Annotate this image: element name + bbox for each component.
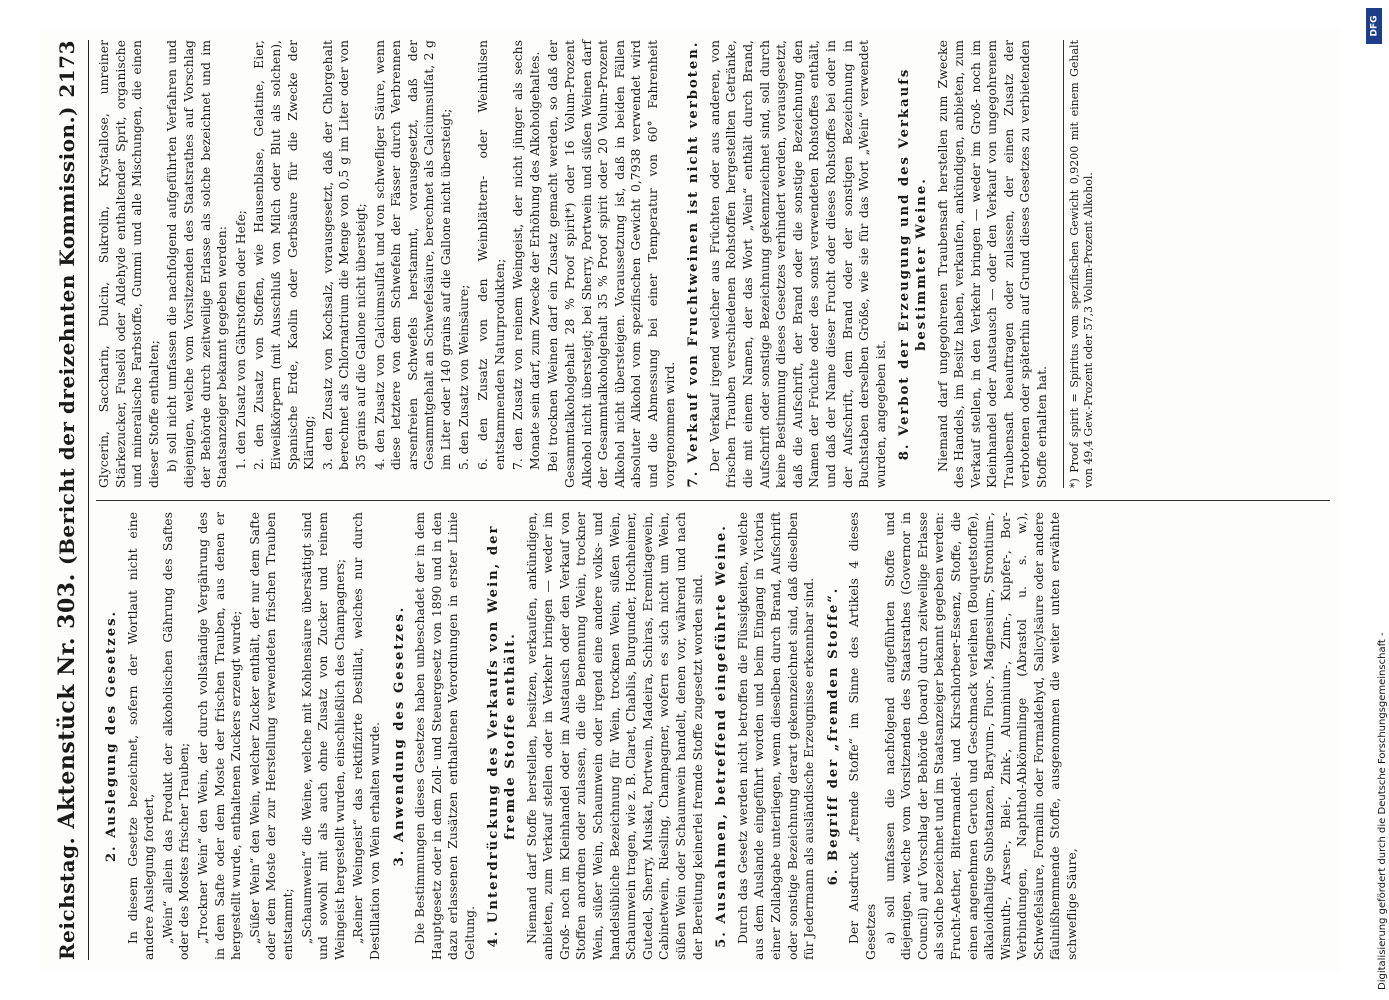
paragraph: Niemand darf ungegohrenen Traubensaft herstellen zum Zwecke des Handels, im Besitz haben, verkaufen, ankündigen, anbieten, zum Verkauf stellen, in den Verkehr bringen — weder im Groß- noch im Kleinhandel oder Austausch — oder den Verkauf von ungegohrenem Traubensaft beauftragen oder zulassen, der einen Zusatz der verbotenen oder späterhin auf Grund dieses Gesetzes zu verbietenden Stoffe erhalten hat. xyxy=(934,40,1050,488)
section-heading: 7. Verkauf von Fruchtweinen ist nicht verboten. xyxy=(686,40,702,488)
dfg-logo xyxy=(1366,8,1382,44)
paragraph: „Trockner Wein“ den Wein, der durch vollständige Vergährung des in dem Safte oder dem Moste der frischen Trauben, aus denen er hergestellt wurde, enthaltenen Zuckers erzeugt wurde; xyxy=(194,512,244,960)
section-heading: 3. Anwendung des Gesetzes. xyxy=(391,605,407,867)
right-column xyxy=(96,40,1330,488)
paragraph: Bei trocknen Weinen darf ein Zusatz gemacht werden, so daß der Gesammtalkoholgehalt 28 % Proof spirit*) oder 16 Volum-Prozent Alkohol nicht übersteigt; bei Sherry, Portwein und süßen Weinen darf der Gesammtalkoholgehalt 35 % Proof spirit oder 20 Volum-Prozent Alkohol nicht übersteigen. Voraussetzung ist, daß in beiden Fällen absoluter Alkohol vom spezifischen Gewicht 0,7938 verwendet wird und die Abmessung bei einer Temperatur von 60° Fahrenheit vorgenommen wird. xyxy=(545,40,677,488)
list-item: 4. den Zusatz von Calciumsulfat und von schwefliger Säure, wenn diese letztere von dem Schwefeln der Fässer durch Verbrennen arsenfreien Schwefels herstammt, vorausgesetzt, daß der Gesammtgehalt an Schwefelsäure, berechnet als Calciumsulfat, 2 g im Liter oder 140 grains auf die Gallone nicht übersteigt; xyxy=(371,40,453,470)
section-heading: 2. Auslegung des Gesetzes. xyxy=(104,609,119,863)
header-left: Reichstag. xyxy=(55,836,79,960)
section-heading: 8. Verbot der Erzeugung und des Verkaufs bestimmter Weine. xyxy=(897,67,929,461)
list-item: 7. den Zusatz von reinem Weingeist, der nicht jünger als sechs Monate sein darf, zum Zwecke der Erhöhung des Alkoholgehaltes. xyxy=(510,40,542,470)
paragraph: a) soll umfassen die nachfolgend aufgeführten Stoffe und diejenigen, welche vom Vorsitzenden des Staatsrathes (Governor in Council) auf Vorschlag der Behörde (board) durch zeitweilige Erlasse als solche bezeichnet und im Staatsanzeiger bekannt gegeben werden: Frucht-Aether, Bittermandel- und Kirschlorbeer-Essenz, Stoffe, die einen angenehmen Geruch und Geschmack verleihen (Bouquetstoffe), alkaloidhaltige Substanzen, Baryum-, Fluor-, Magnesium-, Strontium-, Wismuth-, Arsen-, Blei-, Zink-, Aluminium-, Zinn-, Kupfer-, Bor-Verbindungen, Naphthol-Abkömmlinge (Abrastol u. s. w.), Schwefelsäure, Formalin oder Formaldehyd, Salicylsäure oder andere fäulnißhemmende Stoffe, ausgenommen die weiter unten erwähnte schweflige Säure, xyxy=(881,512,1080,960)
paragraph: b) soll nicht umfassen die nachfolgend aufgeführten Verfahren und diejenigen, welche vom Vorsitzenden des Staatsrathes auf Vorschlag der Behörde durch zeitweilige Erlasse als solche bezeichnet und im Staatsanzeiger bekannt gegeben werden: xyxy=(164,40,230,488)
list-item: 2. den Zusatz von Stoffen, wie Hausenblase, Gelatine, Eier, Eiweißkörpern (mit Ausschluß von Milch oder Blut als solchen), Spanische Erde, Kaolin oder Gerbsäure für die Zwecke der Klärung; xyxy=(251,40,317,470)
section-heading: 5. Ausnahmen, betreffend eingeführte Weine. xyxy=(714,524,730,948)
paragraph: Der Ausdruck „fremde Stoffe“ im Sinne des Artikels 4 dieses Gesetzes xyxy=(846,512,878,960)
header-rule xyxy=(88,40,89,960)
dfg-logo-text: DFG xyxy=(1369,15,1380,37)
paragraph: „Wein“ allein das Produkt der alkoholischen Gährung des Saftes oder des Mostes frischer Trauben; xyxy=(159,512,192,960)
paragraph: „Süßer Wein“ den Wein, welcher Zucker enthält, der nur dem Safte oder dem Moste der zur Herstellung verwendeten frischen Trauben entstammt; xyxy=(246,512,295,960)
footnote-text: *) Proof spirit = Spiritus vom spezifischen Gewicht 0,9200 mit einem Gehalt von 49,4 Gew.-Prozent oder 57,3 Volum-Prozent Alkohol. xyxy=(1067,40,1095,488)
section-heading: 6. Begriff der „fremden Stoffe“. xyxy=(825,586,841,886)
header-document-number: Aktenstück Nr. 303. xyxy=(54,573,80,829)
paragraph: „Schaumwein“ die Weine, welche mit Kohlensäure übersättigt sind und sowohl mit als auch ohne Zusatz von Zucker und reinem Weingeist hergestellt wurden, einschließlich des Champagners; xyxy=(298,512,347,960)
digitization-note xyxy=(1375,30,1389,990)
list-item: 6. den Zusatz von den Weinblättern- oder Weinhülsen entstammenden Naturprodukten; xyxy=(475,40,507,470)
column-divider xyxy=(96,500,1330,501)
paragraph: „Reiner Weingeist“ das rektifizirte Destillat, welches nur durch Destillation von Wein erhalten wurde. xyxy=(350,512,382,960)
list-item: 5. den Zusatz von Weinsäure; xyxy=(456,284,472,470)
page-header xyxy=(50,40,84,960)
paragraph: Der Verkauf irgend welcher aus Früchten oder aus anderen, von frischen Trauben verschiedenen Rohstoffen hergestellten Getränke, die mit einem Namen, der das Wort „Wein“ enthält durch Brand, Aufschrift oder sonstige Bezeichnung gekennzeichnet sind, soll durch keine Bestimmung dieses Gesetzes verhindert werden, vorausgesetzt, daß die Aufschrift, der Brand oder die sonstige Bezeichnung den Namen der Früchte oder des sonst verwendeten Rohstoffes enthält, und daß der Name dieser Frucht oder dieses Rohstoffes bei oder in der Aufschrift, dem Brand oder der sonstigen Bezeichnung in Buchstaben derselben Größe, wie sie für das Wort „Wein“ verwendet wurden, angegeben ist. xyxy=(706,40,888,488)
paragraph: Die Bestimmungen dieses Gesetzes haben unbeschadet der in dem Hauptgesetz oder in dem Zoll- und Steuergesetz von 1890 und in den dazu erlassenen Zusätzen enthaltenen Verordnungen in erster Linie Geltung. xyxy=(412,512,477,960)
paragraph: Durch das Gesetz werden nicht betroffen die Flüssigkeiten, welche aus dem Auslande eingeführt worden und beim Eingang in Victoria einer Zollabgabe unterliegen, wenn dieselben durch Brand, Aufschrift oder sonstige Bezeichnung derart gekennzeichnet sind, daß dieselben für Jedermann als ausländische Erzeugnisse erkennbar sind. xyxy=(734,512,817,960)
page-number: 2173 xyxy=(55,40,79,98)
left-column xyxy=(96,512,1330,960)
newspaper-page xyxy=(40,30,1340,970)
digitization-text: Digitalisierung gefördert durch die Deutsche Forschungsgemeinschaft - xyxy=(1376,632,1388,990)
footnote xyxy=(1063,40,1096,488)
paragraph: Glycerin, Saccharin, Dulcin, Sukrolin, Krystallose, unreiner Stärkezucker, Fuselöl oder Aldehyde enthaltender Sprit, organische und mineralische Farbstoffe, Gummi und alle Mischungen, die einen dieser Stoffe enthalten; xyxy=(96,40,161,488)
list-item: 3. den Zusatz von Kochsalz, vorausgesetzt, daß der Chlorgehalt berechnet als Chlornatrium die Menge von 0,5 g im Liter oder von 35 grains auf die Gallone nicht übersteigt; xyxy=(319,40,368,470)
paragraph: Niemand darf Stoffe herstellen, besitzen, verkaufen, ankündigen, anbieten, zum Verkauf stellen oder in Verkehr bringen — weder im Groß- noch im Kleinhandel oder im Austausch oder den Verkauf von Stoffen anordnen oder zulassen, die die Benennung Wein, trockner Wein, süßer Wein, Schaumwein oder irgend eine andere volks- und handelsübliche Bezeichnung für Wein, trocknen Wein, süßen Wein, Schaumwein tragen, wie z. B. Claret, Chablis, Burgunder, Hochheimer, Gutedel, Sherry, Muskat, Portwein, Madeira, Schiras, Eremitagewein, Cabinetwein, Riesling, Champagner, wofern es sich nicht um Wein, süßen Wein oder Schaumwein handelt, denen vor, während und nach der Bereitung keinerlei fremde Stoffe zugesetzt worden sind. xyxy=(523,512,705,960)
section-heading: 4. Unterdrückung des Verkaufs von Wein, der fremde Stoffe enthält. xyxy=(486,524,519,948)
header-right: (Bericht der dreizehnten Kommission.) xyxy=(55,105,79,565)
list-item: 1. den Zusatz von Gährstoffen oder Hefe; xyxy=(232,210,248,470)
paragraph: In diesem Gesetze bezeichnet, sofern der Wortlaut nicht eine andere Auslegung fordert, xyxy=(124,512,157,960)
